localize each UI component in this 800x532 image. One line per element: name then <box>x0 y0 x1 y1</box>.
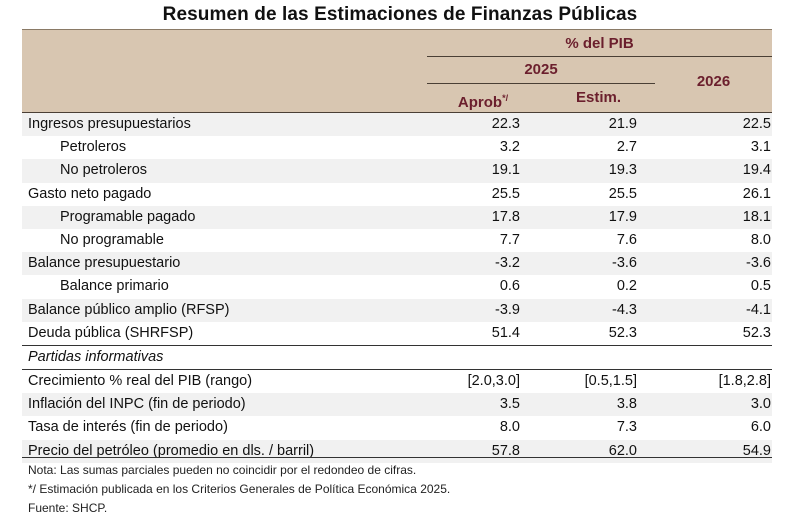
table-row <box>22 136 772 159</box>
header-pib-group: % del PIB <box>565 35 634 52</box>
table-row <box>22 440 772 463</box>
cell-estim: 7.3 <box>616 419 637 436</box>
cell-2026: 26.1 <box>742 185 771 202</box>
cell-aprob: [2.0,3.0] <box>467 373 520 390</box>
cell-aprob: 19.1 <box>491 162 520 179</box>
cell-2026: -4.1 <box>746 301 771 318</box>
cell-estim: 7.6 <box>616 231 637 248</box>
cell-2026: 54.9 <box>742 442 771 459</box>
row-label: Balance público amplio (RFSP) <box>28 301 230 318</box>
cell-aprob: 0.6 <box>499 278 520 295</box>
header-col-estim: Estim. <box>575 89 621 106</box>
table-row <box>22 159 772 182</box>
header-divider <box>427 56 772 57</box>
row-label: Balance presupuestario <box>28 255 181 272</box>
cell-aprob: 7.7 <box>499 231 520 248</box>
cell-aprob: -3.2 <box>495 255 520 272</box>
cell-2026: 8.0 <box>750 231 771 248</box>
row-label: Balance primario <box>60 278 169 295</box>
table-row <box>22 416 772 439</box>
table-row <box>22 252 772 275</box>
note-source: Fuente: SHCP. <box>28 501 108 515</box>
row-label: Programable pagado <box>60 208 196 225</box>
cell-2026: [1.8,2.8] <box>718 373 771 390</box>
row-label: Tasa de interés (fin de periodo) <box>28 419 228 436</box>
table-row <box>22 299 772 322</box>
table-bottom-rule <box>22 457 772 458</box>
header-year-2026: 2026 <box>696 73 731 90</box>
row-label: Precio del petróleo (promedio en dls. / barril) <box>28 442 315 459</box>
table-header <box>22 29 772 113</box>
header-col-aprob-footnote-mark: */ <box>502 93 509 103</box>
table-row <box>22 393 772 416</box>
row-label: Petroleros <box>60 139 127 156</box>
cell-estim: 21.9 <box>608 116 637 132</box>
row-label: Ingresos presupuestarios <box>28 116 191 132</box>
cell-estim: -3.6 <box>612 255 637 272</box>
row-label: Inflación del INPC (fin de periodo) <box>28 396 246 413</box>
section-label: Partidas informativas <box>28 348 164 365</box>
table-row <box>22 229 772 252</box>
table-row <box>22 322 772 345</box>
header-year-2025: 2025 <box>524 61 558 78</box>
cell-aprob: 57.8 <box>491 442 520 459</box>
note-rounding: Nota: Las sumas parciales pueden no coincidir por el redondeo de cifras. <box>28 463 417 477</box>
table-row-section <box>22 345 772 369</box>
row-label: No programable <box>60 231 164 248</box>
cell-aprob: 51.4 <box>491 324 520 341</box>
cell-aprob: 22.3 <box>491 116 520 132</box>
cell-estim: 52.3 <box>608 324 637 341</box>
cell-estim: -4.3 <box>612 301 637 318</box>
table-row <box>22 183 772 206</box>
table-title: Resumen de las Estimaciones de Finanzas Públicas <box>162 4 638 25</box>
cell-estim: 0.2 <box>616 278 637 295</box>
cell-2026: 18.1 <box>742 208 771 225</box>
table-notes <box>28 461 450 518</box>
cell-2026: 6.0 <box>750 419 771 436</box>
cell-2026: 19.4 <box>742 162 771 179</box>
table-body <box>22 113 772 463</box>
cell-aprob: 3.5 <box>499 396 520 413</box>
cell-estim: 25.5 <box>608 185 637 202</box>
cell-estim: 2.7 <box>616 139 637 156</box>
row-label: Crecimiento % real del PIB (rango) <box>28 373 253 390</box>
header-col-aprob: Aprob*/ <box>457 93 509 111</box>
cell-aprob: 8.0 <box>499 419 520 436</box>
cell-2026: 3.0 <box>750 396 771 413</box>
cell-aprob: 25.5 <box>491 185 520 202</box>
table-row <box>22 206 772 229</box>
header-divider <box>427 83 655 84</box>
cell-2026: 3.1 <box>750 139 771 156</box>
row-label: Deuda pública (SHRFSP) <box>28 324 194 341</box>
row-label: Gasto neto pagado <box>28 185 152 202</box>
cell-aprob: 3.2 <box>499 139 520 156</box>
cell-estim: 19.3 <box>608 162 637 179</box>
row-label: No petroleros <box>60 162 148 179</box>
cell-aprob: 17.8 <box>491 208 520 225</box>
cell-2026: 0.5 <box>750 278 771 295</box>
cell-estim: 17.9 <box>608 208 637 225</box>
table-row <box>22 275 772 298</box>
cell-2026: 22.5 <box>742 116 771 132</box>
cell-2026: -3.6 <box>746 255 771 272</box>
note-footnote: */ Estimación publicada en los Criterios Generales de Política Económica 2025. <box>28 482 451 496</box>
cell-estim: 62.0 <box>608 442 637 459</box>
table-row <box>22 113 772 136</box>
cell-estim: 3.8 <box>616 396 637 413</box>
cell-aprob: -3.9 <box>495 301 520 318</box>
table-row <box>22 369 772 393</box>
cell-2026: 52.3 <box>742 324 771 341</box>
cell-estim: [0.5,1.5] <box>584 373 637 390</box>
